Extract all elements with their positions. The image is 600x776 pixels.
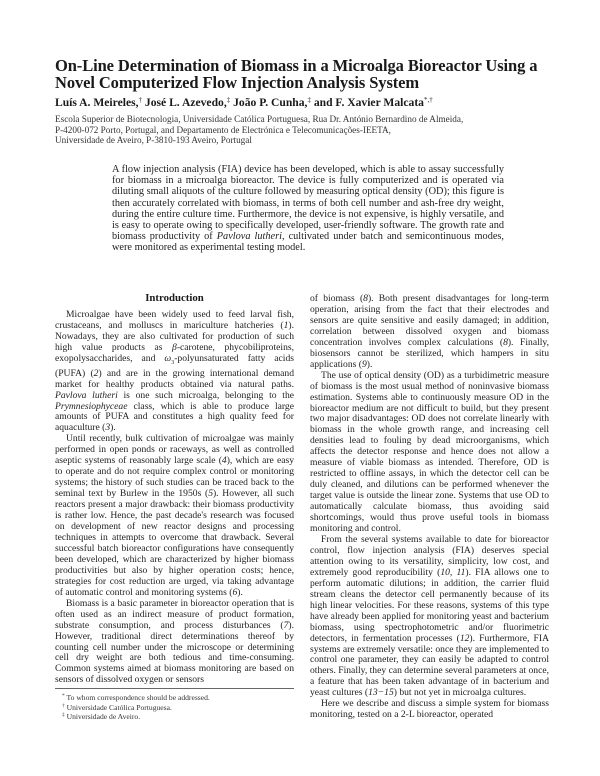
author-name: João P. Cunha, <box>233 96 308 109</box>
abstract-text: A flow injection analysis (FIA) device has been developed, which is able to assay successfully for biomass in a microalga bioreactor. The device is fully computerized and is operated via diluting small aliquots of the culture followed by measuring optical density (OD); this figure is then accurately correlated with biomass, in terms of both cell number and ash-free dry weight, during the entire culture time. Furthermore, the device is not expensive, is highly versatile, and is easy to operate owing to specifically developed, user-friendly software. The growth rate and biomass productivity of <box>112 164 504 243</box>
text: ). Nowadays, they are also cultivated for production of such high value products as <box>55 319 294 353</box>
author-name: and F. Xavier Malcata <box>313 96 424 109</box>
footnote-text: To whom correspondence should be addressed. <box>64 693 210 702</box>
citation: 3 <box>105 422 111 434</box>
citation: 8 <box>363 293 368 304</box>
footnote-mark: † <box>62 702 65 709</box>
citation: 10, 11 <box>440 566 466 578</box>
footnote-mark: * <box>62 693 65 699</box>
footnote <box>62 712 294 722</box>
body-paragraph <box>55 434 294 598</box>
taxon-name: Prymnesiophyceae <box>55 400 128 412</box>
text: ). <box>237 586 243 598</box>
citation: 12 <box>459 632 470 644</box>
author-name: Luís A. Meireles, <box>55 96 139 109</box>
citation: 8 <box>503 336 508 348</box>
section-heading: Introduction <box>145 292 204 304</box>
abstract <box>112 164 504 254</box>
text: ). Finally, biosensors cannot be sterilized, which hampers in situ applications ( <box>310 336 549 370</box>
text: Until recently, bulk cultivation of microalgae was mainly performed in open ponds or raceways, as well as controlled aseptic systems of reasonably large scale ( <box>55 433 294 467</box>
citation: 4 <box>221 455 227 467</box>
species-name: Pavlova lutheri <box>216 231 282 243</box>
citation: 2 <box>93 367 99 379</box>
text: ). However, all such reactors present a major drawback: their biomass productivity is rather low. Hence, the past decade's research was focused on development of new reactor designs and processing techniques in attempts to overcome that drawback. Several successful batch bioreactor configurations have consequently been developed, which are characterized by higher biomass productivities but also by higher operation costs; hence, strategies for cost reduction are urged, via taking advantage of automatic control and monitoring systems ( <box>55 488 294 598</box>
text: ) and are in the growing international demand market for healthy products obtained via natural paths. <box>55 367 294 390</box>
affiliation-line: P-4200-072 Porto, Portugal, and Departamento de Electrónica e Telecomunicações-IEETA, <box>55 124 391 135</box>
body-paragraph: The use of optical density (OD) as a turbidimetric measure of biomass is the most usual method of noninvasive biomass estimation. Systems able to continuously measure OD in the bioreactor medium are not difficult to build, but they present two major disadvantages: OD does not correlate linearly with biomass in the whole growth range, and increasing cell densities lead to fouling by dead microorganisms, which affects the detector response and hence does not allow a measure of viable biomass as intended. Therefore, OD is restricted to offline assays, in which the detector cell can be duly cleaned, and dilutions can be performed whenever the target value is outside the linear zone. Systems that use OD to automatically calculate biomass, thus avoiding said shortcomings, would thus prove useful tools in biomass monitoring and control. <box>310 369 549 535</box>
text: Microalgae have been widely used to feed larval fish, crustaceans, and molluscs in mariculture hatcheries ( <box>55 309 294 331</box>
subscript: 3 <box>171 359 175 366</box>
affiliation-block <box>55 114 555 146</box>
text: ). Both present disadvantages for long-term operation, arising from the fact that their electrodes and sensors are quite sensitive and easily damaged; in addition, correlation between dissolved oxygen and biomass concentration involves complex calculations ( <box>310 293 549 348</box>
paper-title: On-Line Determination of Biomass in a Microalga Bioreactor Using a Novel Computerized Flow Injection Analysis System <box>55 56 538 92</box>
text: ), which are easy to operate and do not require complex control or monitoring systems; the history of such studies can be traced back to the seminal text by Burlew in the 1950s ( <box>55 455 295 500</box>
text: -carotene, phycobiliproteins, exopolysaccharides, and <box>55 341 294 364</box>
affiliation-mark: ‡ <box>307 96 311 104</box>
citation: 7 <box>283 619 289 631</box>
citation: 9 <box>361 358 367 370</box>
greek-symbol: ω <box>164 352 172 364</box>
text: ). However, traditional direct determinations thereof by counting cell number under the microscope or determining cell dry weight are both tedious and time-consuming. Common systems aimed at biomass monitoring are based on sensors of dissolved oxygen or sensors <box>55 619 294 686</box>
affiliation-line: Escola Superior de Biotecnologia, Universidade Católica Portuguesa, Rua Dr. António Bernardino de Almeida, <box>55 114 464 124</box>
citation: 13−15 <box>368 687 394 699</box>
citation: 1 <box>283 319 289 331</box>
footnote-divider <box>55 688 294 689</box>
greek-symbol: β <box>172 341 177 353</box>
footnote <box>62 703 294 713</box>
body-paragraph <box>310 535 549 699</box>
text: ) but not yet in microalga cultures. <box>393 687 527 699</box>
text: Biomass is a basic parameter in bioreactor operation that is often used as an indirect measure of product formation, substrate consumption, and process disturbances ( <box>55 597 294 631</box>
text: is one such microalga, belonging to the <box>117 389 294 401</box>
left-column <box>55 292 294 686</box>
affiliation-line: Universidade de Aveiro, P-3810-193 Aveiro, Portugal <box>55 135 252 145</box>
affiliation-mark: *,† <box>423 96 433 104</box>
text: ). <box>110 422 116 434</box>
affiliation-mark: † <box>138 96 143 104</box>
footnote <box>62 693 294 703</box>
author-list <box>55 96 555 110</box>
affiliation-mark: ‡ <box>226 96 231 104</box>
footnote-mark: ‡ <box>62 712 65 719</box>
citation: 5 <box>208 488 213 500</box>
footnotes <box>62 693 294 722</box>
text: ). Furthermore, FIA systems are extremely versatile: once they are implemented to control one parameter, they can easily be adapted to control others. Finally, they can determine several parameters at once, a feature that has been taken advantage of in bacterium and yeast cultures ( <box>310 632 550 699</box>
footnote-text: Universidade Católica Portuguesa. <box>64 702 172 712</box>
species-name: Pavlova lutheri <box>55 389 118 401</box>
footnote-text: Universidade de Aveiro. <box>64 712 141 722</box>
body-paragraph: Here we describe and discuss a simple system for biomass monitoring, tested on a 2-L bioreactor, operated <box>310 698 549 721</box>
right-column <box>310 294 549 721</box>
text: ). <box>366 358 373 370</box>
body-paragraph <box>310 294 549 371</box>
text: -polyunsaturated fatty acids (PUFA) ( <box>55 352 295 379</box>
body-paragraph <box>55 599 294 687</box>
text: ). FIA allows one to perform automatic dilutions; in addition, the carrier fluid stream cleans the detector cell permanently because of its high linear velocities. For these reasons, systems of this type have already been applied for monitoring yeast and bacterium biomass, using spectrophotometric and/or fluorimetric detectors, in fermentation processes ( <box>310 566 549 644</box>
text: class, which is able to produce large amounts of PUFA and constitutes a high quality feed for aquaculture ( <box>55 400 294 434</box>
body-paragraph <box>55 310 294 434</box>
author-name: José L. Azevedo, <box>144 96 227 109</box>
text: From the several systems available to date for bioreactor control, flow injection analysis (FIA) deserves special attention owing to its versatility, simplicity, low cost, and extremely good reproducibility ( <box>310 533 549 578</box>
text: of biomass ( <box>310 293 364 304</box>
abstract-text: , cultivated under batch and semicontinuous modes, were monitored as experimental testing model. <box>112 231 504 254</box>
citation: 6 <box>232 586 238 598</box>
